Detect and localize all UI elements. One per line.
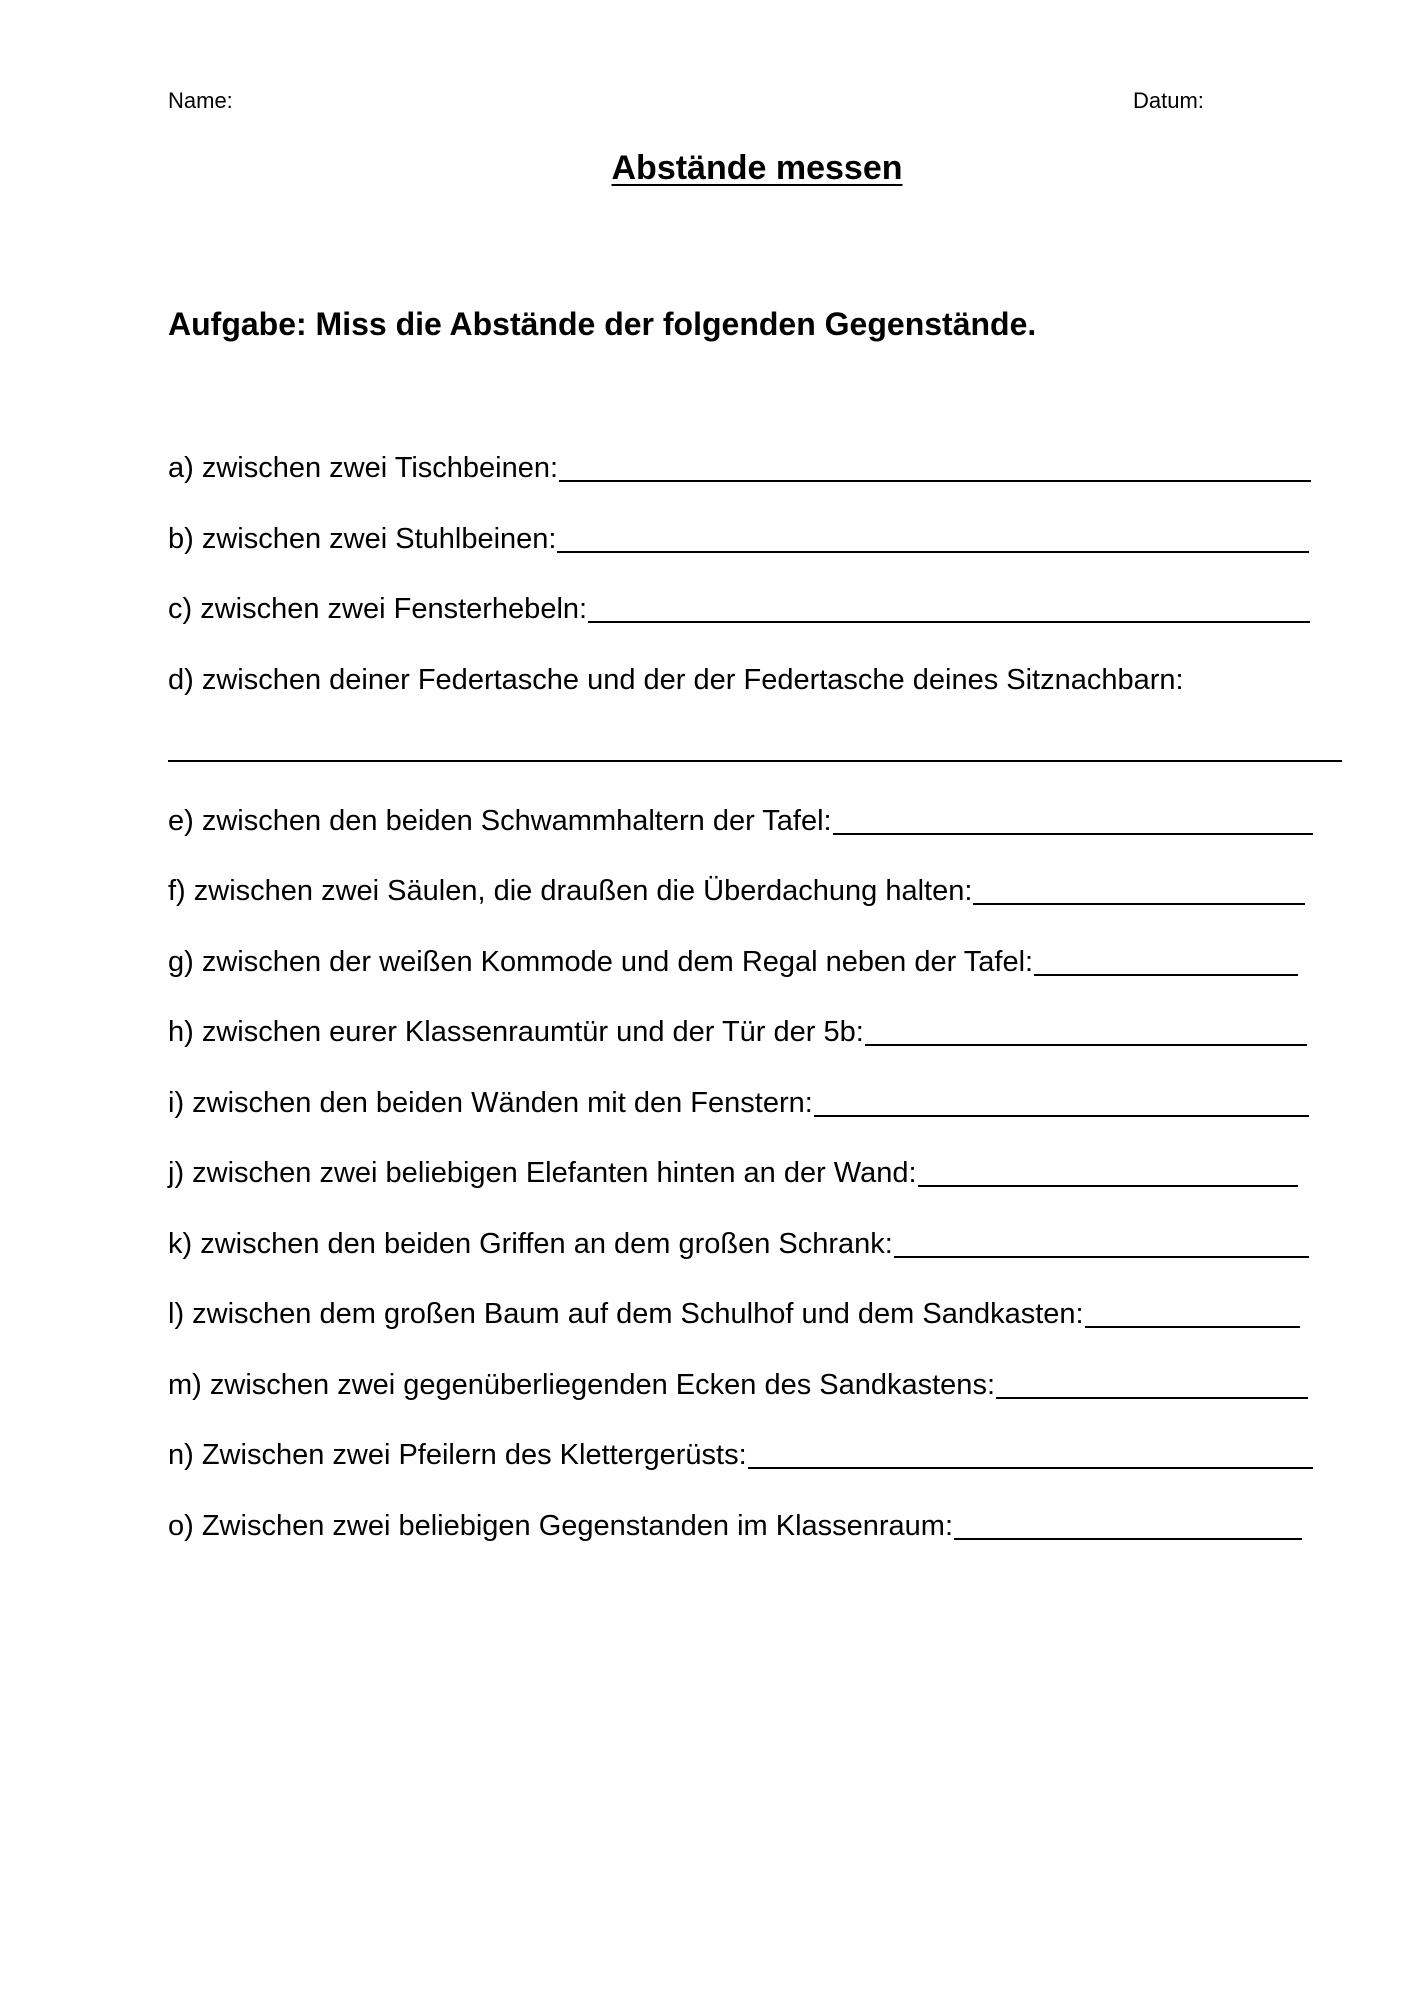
date-label: Datum: xyxy=(1133,88,1204,113)
answer-blank[interactable] xyxy=(557,519,1309,553)
answer-blank[interactable] xyxy=(894,1224,1309,1258)
item-label: i) zwischen den beiden Wänden mit den Fenstern: xyxy=(168,1086,813,1119)
answer-blank[interactable] xyxy=(973,871,1305,905)
list-item xyxy=(168,1365,1348,1436)
item-list xyxy=(168,448,1348,1576)
answer-blank[interactable] xyxy=(814,1083,1309,1117)
list-item xyxy=(168,801,1348,872)
item-label: j) zwischen zwei beliebigen Elefanten hinten an der Wand: xyxy=(168,1157,917,1189)
item-label: a) zwischen zwei Tischbeinen: xyxy=(168,452,559,484)
item-label: m) zwischen zwei gegenüberliegenden Ecken des Sandkastens: xyxy=(168,1368,995,1401)
item-label: d) zwischen deiner Federtasche und der der Federtasche deines Sitznachbarn: xyxy=(168,663,1184,696)
answer-blank[interactable] xyxy=(833,801,1313,835)
answer-blank[interactable] xyxy=(918,1153,1298,1187)
answer-blank[interactable] xyxy=(954,1506,1302,1540)
list-item xyxy=(168,1083,1348,1154)
item-label: k) zwischen den beiden Griffen an dem großen Schrank: xyxy=(168,1227,893,1260)
item-label: c) zwischen zwei Fensterhebeln: xyxy=(168,593,588,625)
list-item xyxy=(168,1435,1348,1506)
answer-blank[interactable] xyxy=(559,448,1311,482)
answer-blank[interactable] xyxy=(865,1012,1307,1046)
name-label: Name: xyxy=(168,88,233,113)
answer-blank[interactable] xyxy=(996,1365,1308,1399)
list-item xyxy=(168,1294,1348,1365)
item-label: e) zwischen den beiden Schwammhaltern der Tafel: xyxy=(168,804,832,837)
list-item xyxy=(168,1224,1348,1295)
task-instruction: Aufgabe: Miss die Abstände der folgenden Gegenstände. xyxy=(168,306,1037,342)
item-label: b) zwischen zwei Stuhlbeinen: xyxy=(168,522,557,555)
item-label: g) zwischen der weißen Kommode und dem Regal neben der Tafel: xyxy=(168,945,1034,978)
answer-blank[interactable] xyxy=(168,760,1342,762)
list-item xyxy=(168,1012,1348,1083)
item-label: l) zwischen dem großen Baum auf dem Schulhof und dem Sandkasten: xyxy=(168,1298,1084,1330)
answer-blank[interactable] xyxy=(588,589,1310,623)
list-item-continuation xyxy=(168,730,1348,801)
header xyxy=(168,86,1208,116)
list-item xyxy=(168,1153,1348,1224)
list-item xyxy=(168,871,1348,942)
item-label: h) zwischen eurer Klassenraumtür und der Tür der 5b: xyxy=(168,1016,864,1048)
list-item xyxy=(168,660,1348,731)
list-item xyxy=(168,942,1348,1013)
item-label: o) Zwischen zwei beliebigen Gegenstanden im Klassenraum: xyxy=(168,1509,954,1542)
page-title-text: Abstände messen xyxy=(611,149,903,187)
item-label: n) Zwischen zwei Pfeilern des Klettergerüsts: xyxy=(168,1439,747,1471)
list-item xyxy=(168,1506,1348,1577)
list-item xyxy=(168,448,1348,519)
answer-blank[interactable] xyxy=(1085,1294,1300,1328)
answer-blank[interactable] xyxy=(748,1435,1313,1469)
answer-blank[interactable] xyxy=(1034,942,1298,976)
list-item xyxy=(168,519,1348,590)
item-label: f) zwischen zwei Säulen, die draußen die Überdachung halten: xyxy=(168,875,973,907)
page-title xyxy=(0,146,1414,190)
list-item xyxy=(168,589,1348,660)
